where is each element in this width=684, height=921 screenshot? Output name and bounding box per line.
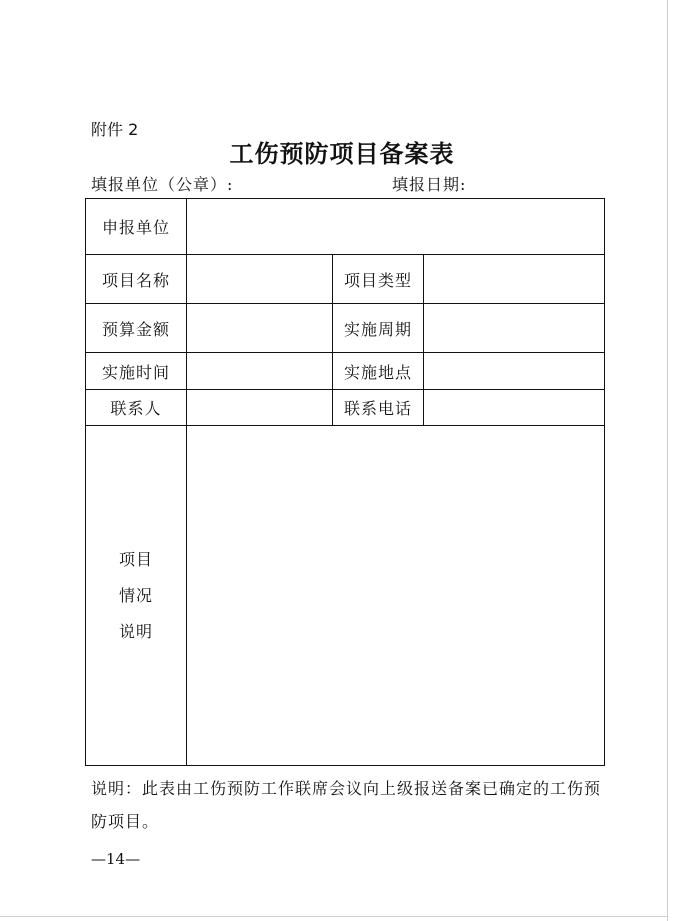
period-label: 实施周期 xyxy=(333,304,424,353)
time-field[interactable] xyxy=(187,353,333,390)
table-row xyxy=(86,199,605,255)
project-name-label: 项目名称 xyxy=(86,255,187,304)
period-field[interactable] xyxy=(424,304,605,353)
description-field[interactable] xyxy=(187,426,605,766)
project-type-field[interactable] xyxy=(424,255,605,304)
table-row xyxy=(86,304,605,353)
explanatory-note: 说明：此表由工伤预防工作联席会议向上级报送备案已确定的工伤预防项目。 xyxy=(91,779,602,831)
page-number: —14— xyxy=(91,850,141,868)
description-label xyxy=(86,426,187,766)
fill-date-label: 填报日期: xyxy=(392,175,467,194)
table-row xyxy=(86,390,605,426)
phone-label: 联系电话 xyxy=(333,390,424,426)
attachment-label: 附件 2 xyxy=(91,120,139,139)
table-row xyxy=(86,426,605,766)
contact-field[interactable] xyxy=(187,390,333,426)
contact-label: 联系人 xyxy=(86,390,187,426)
applicant-field[interactable] xyxy=(187,199,605,255)
description-label-line: 项目 xyxy=(118,549,153,569)
table-row xyxy=(86,255,605,304)
description-label-line: 说明 xyxy=(118,621,153,641)
applicant-label: 申报单位 xyxy=(86,199,187,255)
phone-field[interactable] xyxy=(424,390,605,426)
fill-unit-label: 填报单位（公章）: xyxy=(91,175,234,194)
description-label-line: 情况 xyxy=(118,585,153,605)
time-label: 实施时间 xyxy=(86,353,187,390)
project-type-label: 项目类型 xyxy=(333,255,424,304)
page-title: 工伤预防项目备案表 xyxy=(229,140,455,168)
page-edge-bottom xyxy=(0,916,668,917)
budget-label: 预算金额 xyxy=(86,304,187,353)
table-row xyxy=(86,353,605,390)
location-label: 实施地点 xyxy=(333,353,424,390)
project-name-field[interactable] xyxy=(187,255,333,304)
location-field[interactable] xyxy=(424,353,605,390)
budget-field[interactable] xyxy=(187,304,333,353)
filing-form-table xyxy=(85,198,605,766)
